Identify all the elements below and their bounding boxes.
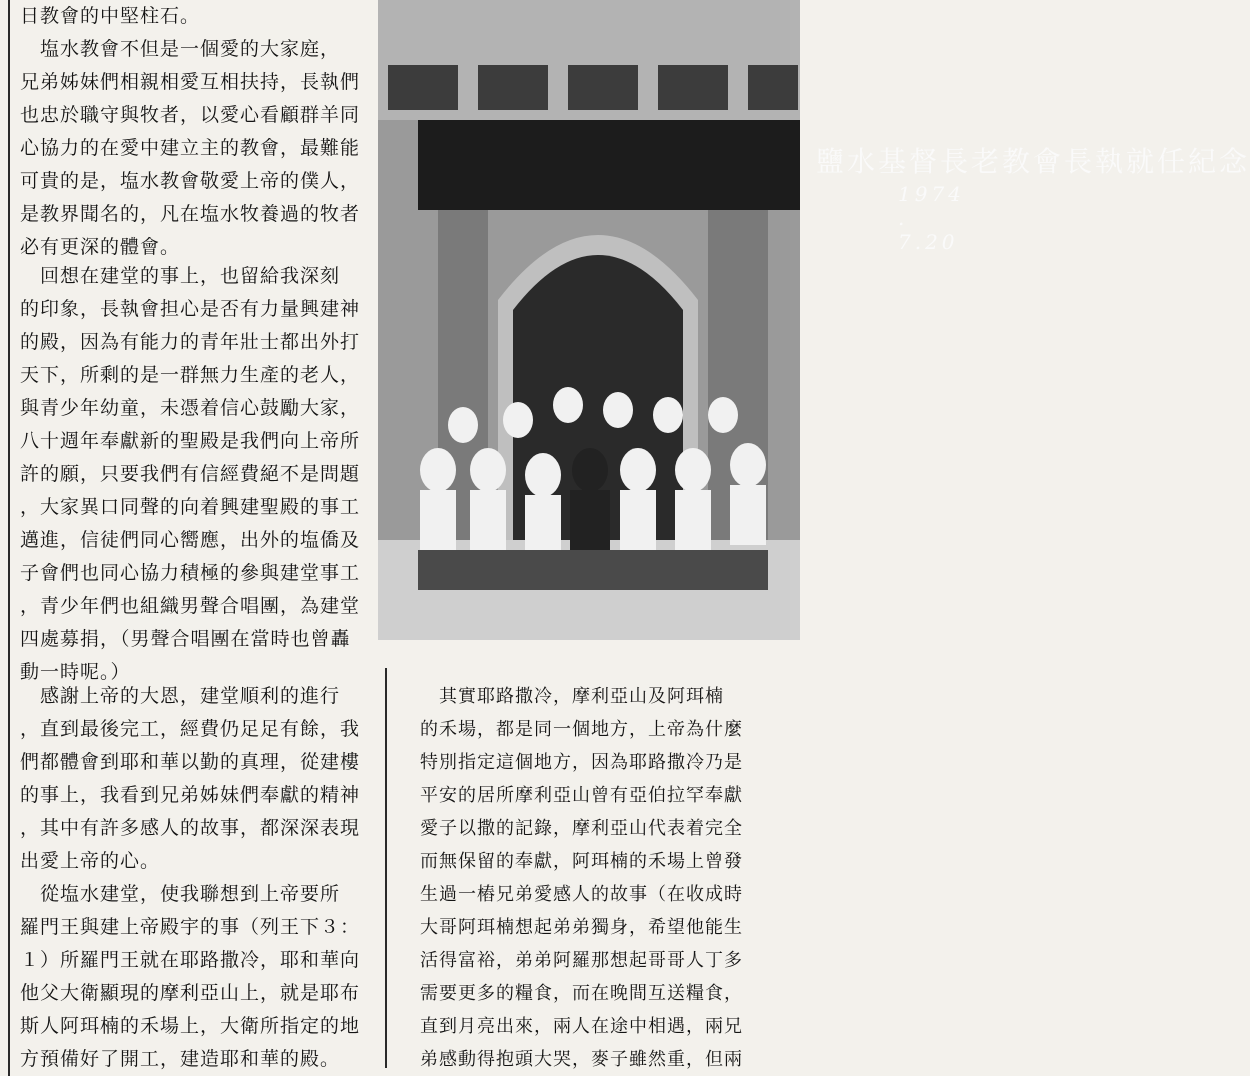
text-line: 的印象，長執會担心是否有力量興建神 (20, 298, 361, 320)
text-line: 們都體會到耶和華以勤的真理，從建樓 (20, 751, 361, 773)
church-photo-illustration (378, 0, 800, 640)
left-column-middle-text (20, 260, 380, 689)
text-line: 出愛上帝的心。 (20, 850, 161, 872)
text-line: 他父大衛顯現的摩利亞山上，就是耶布 (20, 982, 361, 1004)
text-line: 的禾場，都是同一個地方，上帝為什麼 (420, 719, 743, 740)
text-line: 愛子以撒的記錄，摩利亞山代表着完全 (420, 818, 743, 839)
text-line: 可貴的是，塩水教會敬愛上帝的僕人， (20, 170, 361, 192)
text-line: ，青少年們也組織男聲合唱團，為建堂 (20, 595, 361, 617)
text-line: 其實耶路撒冷，摩利亞山及阿珥楠 (420, 686, 724, 707)
text-line: 從塩水建堂，使我聯想到上帝要所 (20, 883, 341, 905)
text-line: 回想在建堂的事上，也留給我深刻 (20, 265, 341, 287)
text-line: 大哥阿珥楠想起弟弟獨身，希望他能生 (420, 917, 743, 938)
text-line: 的殿，因為有能力的青年壯士都出外打 (20, 331, 361, 353)
text-line: 活得富裕，弟弟阿羅那想起哥哥人丁多 (420, 950, 743, 971)
text-line: 子會們也同心協力積極的參與建堂事工 (20, 562, 361, 584)
left-column-top-text (20, 0, 380, 264)
text-line: 許的願，只要我們有信經費絕不是問題 (20, 463, 361, 485)
text-line: 方預備好了開工，建造耶和華的殿。 (20, 1048, 341, 1070)
text-line: 日教會的中堅柱石。 (20, 5, 201, 27)
column-divider (385, 668, 387, 1068)
text-line: 平安的居所摩利亞山曾有亞伯拉罕奉獻 (420, 785, 743, 806)
text-line: 也忠於職守與牧者，以愛心看顧群羊同 (20, 104, 361, 126)
text-line: ，直到最後完工，經費仍足足有餘，我 (20, 718, 361, 740)
text-line: 斯人阿珥楠的禾場上，大衛所指定的地 (20, 1015, 361, 1037)
left-margin-rule (8, 0, 10, 1076)
photo-date: 1974 . 7.20 (898, 182, 965, 254)
text-line: 與青少年幼童，未憑着信心鼓勵大家， (20, 397, 361, 419)
text-line: 邁進，信徒們同心嚮應，出外的塩僑及 (20, 529, 361, 551)
text-line: 兄弟姊妹們相親相愛互相扶持，長執們 (20, 71, 361, 93)
text-line: 特別指定這個地方，因為耶路撒冷乃是 (420, 752, 743, 773)
text-line: 塩水教會不但是一個愛的大家庭， (20, 38, 341, 60)
text-line: 必有更深的體會。 (20, 236, 181, 258)
text-line: 動一時呢。） (20, 661, 131, 683)
text-line: 弟感動得抱頭大哭，麥子雖然重，但兩 (420, 1049, 743, 1070)
text-line: 四處募捐，（男聲合唱團在當時也曾轟 (20, 628, 351, 650)
text-line: 八十週年奉獻新的聖殿是我們向上帝所 (20, 430, 361, 452)
text-line: 心協力的在愛中建立主的教會，最難能 (20, 137, 361, 159)
text-line: 感謝上帝的大恩，建堂順利的進行 (20, 685, 341, 707)
text-line: ，其中有許多感人的故事，都深深表現 (20, 817, 361, 839)
text-line: １）所羅門王就在耶路撒冷，耶和華向 (20, 949, 361, 971)
text-line: 是教界聞名的，凡在塩水牧養過的牧者 (20, 203, 361, 225)
text-line: 天下，所剩的是一群無力生產的老人， (20, 364, 361, 386)
left-column-bottom-text (20, 680, 380, 1076)
text-line: 而無保留的奉獻，阿珥楠的禾場上曾發 (420, 851, 743, 872)
text-line: 需要更多的糧食，而在晚間互送糧食， (420, 983, 743, 1004)
right-column-text (420, 680, 790, 1076)
photo-caption: 鹽水基督長老教會長執就任紀念 (816, 145, 1250, 178)
text-line: 的事上，我看到兄弟姊妹們奉獻的精神 (20, 784, 361, 806)
text-line: 生過一樁兄弟愛感人的故事（在收成時 (420, 884, 743, 905)
church-group-photo (378, 0, 1250, 640)
text-line: 羅門王與建上帝殿宇的事（列王下３： (20, 916, 361, 938)
text-line: 直到月亮出來，兩人在途中相遇，兩兄 (420, 1016, 743, 1037)
text-line: ，大家異口同聲的向着興建聖殿的事工 (20, 496, 361, 518)
